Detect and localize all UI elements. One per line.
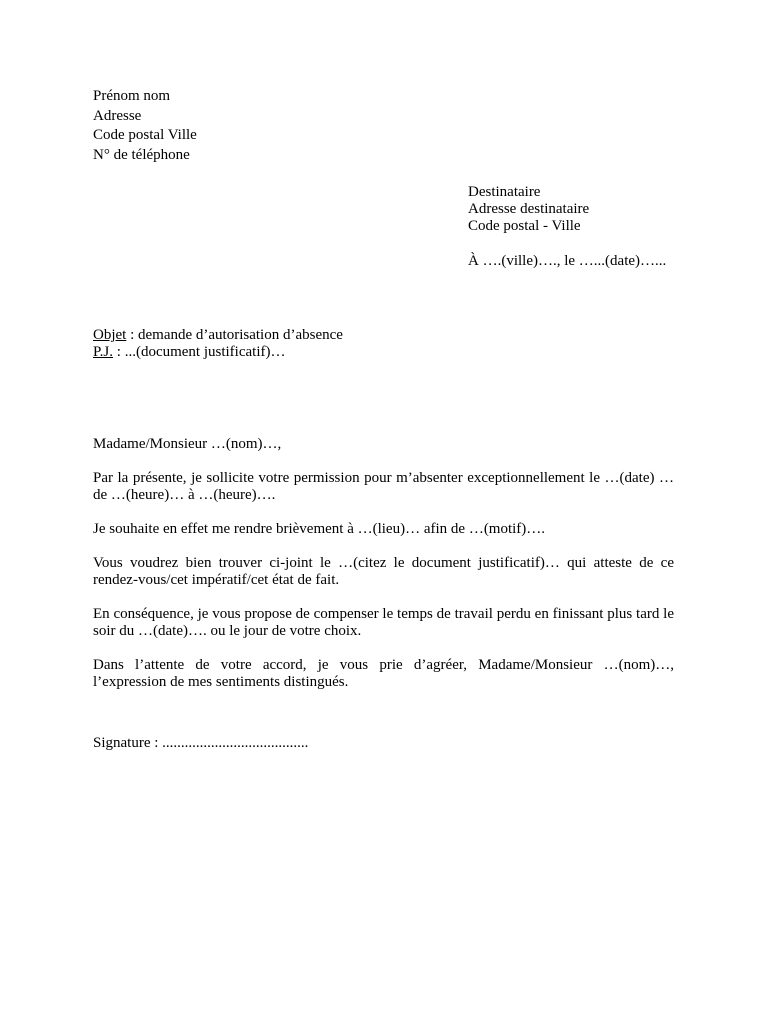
sender-phone: N° de téléphone bbox=[93, 146, 190, 163]
subject-label: Objet bbox=[93, 327, 127, 343]
body-paragraph: Vous voudrez bien trouver ci-joint le …(citez le document justificatif)… qui atteste de ce rendez-vous/cet impératif/cet état de fait. bbox=[93, 555, 674, 588]
salutation: Madame/Monsieur …(nom)…, bbox=[93, 436, 282, 452]
recipient-name: Destinataire bbox=[468, 184, 541, 200]
subject-text: : demande d’autorisation d’absence bbox=[126, 327, 343, 343]
body-paragraph: Par la présente, je sollicite votre permission pour m’absenter exceptionnellement le …(date) … de …(heure)… à …(heure)…. bbox=[93, 470, 674, 503]
body-paragraph: En conséquence, je vous propose de compenser le temps de travail perdu en finissant plus tard le soir du …(date)…. ou le jour de votre choix. bbox=[93, 606, 674, 639]
recipient-address: Adresse destinataire bbox=[468, 201, 590, 217]
sender-block bbox=[93, 87, 197, 165]
sender-name: Prénom nom bbox=[93, 88, 171, 104]
sender-postal-city: Code postal Ville bbox=[93, 127, 197, 143]
place-date: À ….(ville)…., le …...(date)…... bbox=[468, 253, 667, 269]
subject-line bbox=[93, 327, 343, 344]
body-paragraph: Je souhaite en effet me rendre brièvement à …(lieu)… afin de …(motif)…. bbox=[93, 521, 546, 537]
body-paragraph: Dans l’attente de votre accord, je vous prie d’agréer, Madame/Monsieur …(nom)…, l’expression de mes sentiments distingués. bbox=[93, 657, 674, 690]
signature-line: Signature : ....................................... bbox=[93, 735, 309, 751]
attachment-line bbox=[93, 344, 343, 361]
letter-body bbox=[93, 436, 674, 708]
attachment-label: P.J. bbox=[93, 344, 114, 360]
attachment-text: : ...(document justificatif)… bbox=[113, 344, 286, 360]
reference-block bbox=[93, 327, 343, 361]
sender-address: Adresse bbox=[93, 107, 142, 124]
recipient-postal-city: Code postal - Ville bbox=[468, 218, 581, 234]
recipient-block bbox=[468, 184, 589, 235]
